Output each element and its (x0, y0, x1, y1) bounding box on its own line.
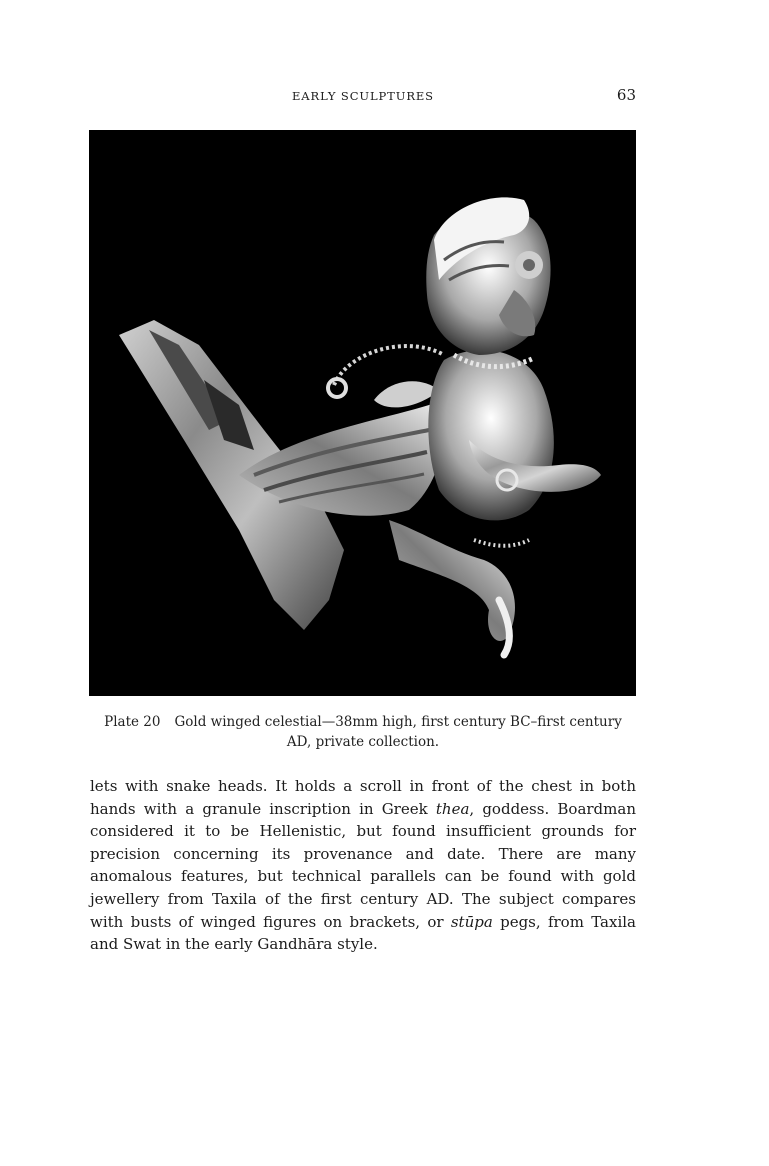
running-title: EARLY SCULPTURES (292, 89, 434, 103)
plate-photograph (89, 130, 636, 696)
body-text-part1: lets with snake heads. It holds a scroll in front of the chest in both hands with a granule inscription in Greek (90, 777, 636, 818)
body-italic-stupa: stūpa (450, 912, 493, 931)
caption-label: Plate 20 (104, 714, 161, 730)
winged-celestial-image (89, 130, 636, 696)
body-text-part3: pegs, from Taxila and Swat in the early Gandhāra style. (90, 912, 636, 954)
body-text-part2: , goddess. Boardman considered it to be Hellenistic, but found insufficient grounds for precision concerning its provenance and date. There are many anomalous features, but technical parallels can be found with gold jewellery from Taxila of the first century AD. The subject compares with busts of winged figures on brackets, or (90, 799, 636, 931)
body-italic-thea: thea (435, 799, 470, 818)
page-number: 63 (616, 86, 636, 104)
running-head (90, 86, 636, 106)
body-paragraph (90, 775, 636, 956)
caption-text: Gold winged celestial—38mm high, first century BC–first century AD, private collection. (174, 714, 622, 750)
figure-caption (90, 712, 636, 752)
